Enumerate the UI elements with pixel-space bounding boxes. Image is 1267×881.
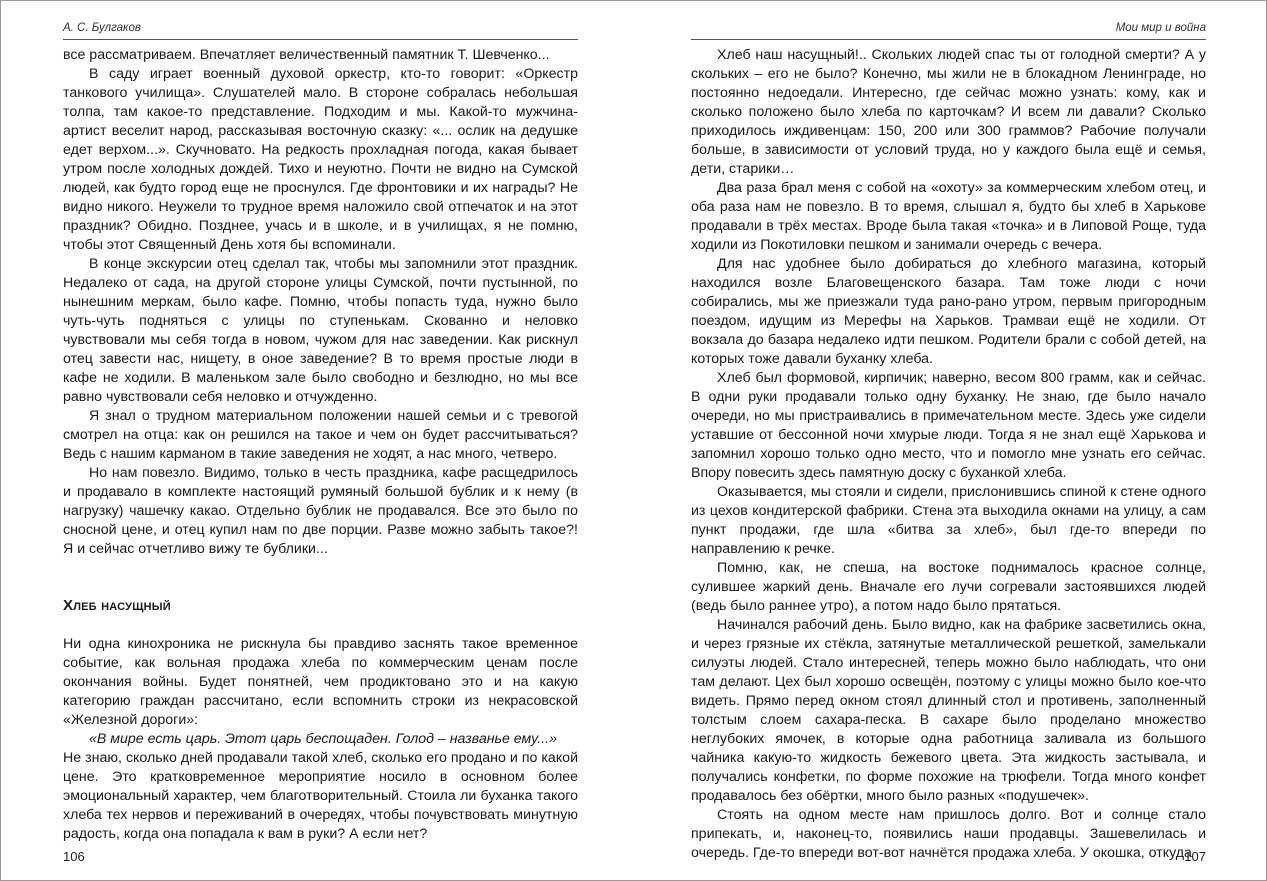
paragraph: В конце экскурсии отец сделал так, чтобы мы запомнили этот праздник. Недалеко от сада, на другой стороне улицы Сумской, почти пустынной, по нынешним меркам, было кафе. Помню, чтобы попасть туда, нужно было чуть-чуть подняться с улицы по ступенькам. Скованно и неловко чувствовали мы себя тогда в новом, чужом для нас заведении. Как рискнул отец завести нас, нищету, в оное заведение? В то время простые люди в кафе не ходили. В маленьком зале было свободно и безлюдно, но мы все равно чувствовали себя неловко и отчужденно. bbox=[63, 256, 578, 405]
paragraph: Я знал о трудном материальном положении нашей семьи и с тревогой смотрел на отца: как он решился на такое и чем он будет рассчитываться? Ведь с нашим карманом в такие заведения не ходят, а нас много, четверо. bbox=[63, 408, 578, 462]
right-page bbox=[691, 1, 1206, 880]
running-head-right bbox=[691, 19, 1206, 40]
section-title: Хлеб насущный bbox=[63, 597, 171, 614]
right-page-body bbox=[691, 46, 1206, 863]
paragraph: Начинался рабочий день. Было видно, как на фабрике засветились окна, и через грязные их стёкла, затянутые металлической решеткой, замелькали силуэты людей. Стало интересней, теперь можно было наблюдать, что они там делают. Цех был хорошо освещён, поэтому с улицы можно было кое-что видеть. Прямо перед окном стоял длинный стол и противень, заполненный толстым слоем сахара-песка. В сахаре было проделано множество неглубоких ямочек, в которые одна работница заливала из большого чайника какую-то жидкость бежевого цвета. Эта жидкость застывала, и получались конфетки, по форме похожие на трюфели. Тогда много конфет продавалось без обёртки, много было разных «подушечек». bbox=[691, 617, 1206, 804]
paragraph: Хлеб наш насущный!.. Скольких людей спас ты от голодной смерти? А у скольких – его не было? Конечно, мы жили не в блокадном Ленинграде, но постоянно недоедали. Интересно, где сейчас можно узнать: кому, как и сколько положено было хлеба по карточкам? И всем ли давали? Сколько приходилось иждивенцам: 150, 200 или 300 граммов? Рабочие получали больше, в зависимости от условий труда, но у каждого была ещё и семья, дети, старики… bbox=[691, 47, 1206, 177]
paragraph: Для нас удобнее было добираться до хлебного магазина, который находился возле Благовещенского базара. Там тоже люди с ночи собирались, мы же приезжали туда рано-рано утром, первым пригородным поездом, идущим из Мерефы на Харьков. Трамваи ещё не ходили. От вокзала до базара недалеко идти пешком. Родители брали с собой детей, на которых тоже давали буханку хлеба. bbox=[691, 256, 1206, 367]
paragraph: Но нам повезло. Видимо, только в честь праздника, кафе расщедрилось и продавало в комплекте настоящий румяный большой бублик и к нему (в нагрузку) чашечку какао. Отдельно бублик не продавался. Все это было по сносной цене, и отец купил нам по две порции. Разве можно забыть такое?! Я и сейчас отчетливо вижу те бублики... bbox=[63, 465, 578, 557]
section-body bbox=[63, 635, 578, 844]
page-number-right: 107 bbox=[1184, 849, 1206, 864]
paragraph: Стоять на одном месте нам пришлось долго. Вот и солнце стало припекать, и, наконец-то, появились наши продавцы. Зашевелилась и очередь. Где-то впереди вот-вот начнётся продажа хлеба. У окошка, откуда bbox=[691, 807, 1206, 861]
left-page-body bbox=[63, 46, 578, 559]
author-name: А. С. Булгаков bbox=[63, 22, 141, 34]
paragraph: Два раза брал меня с собой на «охоту» за коммерческим хлебом отец, и оба раза нам не повезло. В то время, слышал я, будто бы хлеб в Харькове продавали в трёх местах. Вроде была такая «точка» и в Липовой Роще, туда ходили из Покотиловки пешком и занимали очередь с вечера. bbox=[691, 180, 1206, 253]
paragraph: Оказывается, мы стояли и сидели, прислонившись спиной к стене одного из цехов кондитерской фабрики. Стена эта выходила окнами на улицу, а сам пункт продажи, где шла «битва за хлеб», был где-то впереди по направлению к речке. bbox=[691, 484, 1206, 557]
paragraph: Помню, как, не спеша, на востоке поднималось красное солнце, сулившее жаркий день. Вначале его лучи согревали застоявшихся людей (ведь было раннее утро), а потом надо было прятаться. bbox=[691, 560, 1206, 614]
paragraph: Хлеб был формовой, кирпичик; наверно, весом 800 грамм, как и сейчас. В одни руки продавали только одну буханку. Не знаю, где было начало очереди, но мы пристраивались в примечательном месте. Здесь уже сидели уставшие от бессонной ночи хмурые люди. Тогда я не знал ещё Харькова и запомнил хорошо только одно место, что и помогло мне узнать его сейчас. Впору повесить здесь памятную доску с буханкой хлеба. bbox=[691, 370, 1206, 481]
running-head-left bbox=[63, 19, 578, 40]
paragraph: В саду играет военный духовой оркестр, кто-то говорит: «Оркестр танкового училища». Слушателей мало. В стороне собралась небольшая толпа, там какое-то представление. Подходим и мы. Какой-то мужчина-артист веселит народ, рассказывая восточную сказку: «... ослик на дедушке едет верхом...». Скучновато. На редкость прохладная погода, какая бывает утром после холодных дождей. Тихо и неуютно. Почти не видно на Сумской людей, как будто город еще не проснулся. Где фронтовики и их награды? Не видно никого. Неужели то трудное время наложило свой отпечаток и на этот праздник? Обидно. Позднее, учась и в школе, и в училищах, я не помню, чтобы этот Священный День хотя бы вспоминали. bbox=[63, 66, 578, 253]
left-page bbox=[63, 1, 578, 880]
paragraph: Не знаю, сколько дней продавали такой хлеб, сколько его продано и по какой цене. Это кратковременное мероприятие носило в основном более эмоциональный характер, чем благотворительный. Стоила ли буханка такого хлеба тех нервов и переживаний в очередях, чтобы почувствовать минутную радость, когда она попадала к вам в руки? А если нет? bbox=[63, 750, 578, 842]
page-number-left: 106 bbox=[63, 849, 85, 864]
epigraph-quote: «В мире есть царь. Этот царь беспощаден. Голод – названье ему...» bbox=[89, 731, 557, 747]
book-title: Мои мир и война bbox=[1115, 22, 1206, 34]
paragraph: все рассматриваем. Впечатляет величественный памятник Т. Шевченко... bbox=[63, 47, 550, 63]
paragraph: Ни одна кинохроника не рискнула бы правдиво заснять такое временное событие, как вольная продажа хлеба по коммерческим ценам после окончания войны. Будет понятней, чем продиктовано это и на какую категорию граждан рассчитано, если вспомнить строки из некрасовской «Железной дороги»: bbox=[63, 636, 578, 728]
